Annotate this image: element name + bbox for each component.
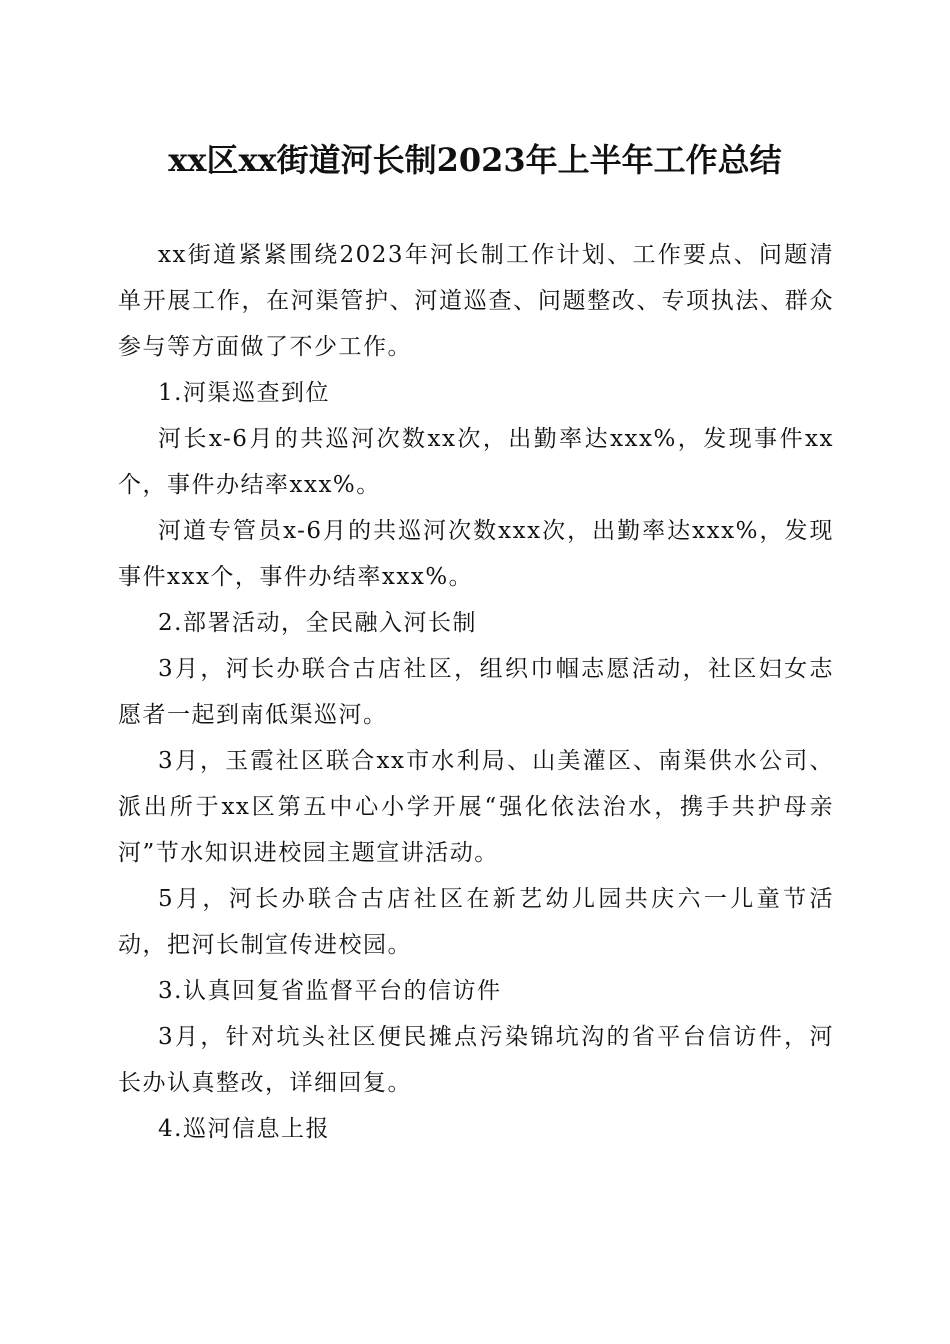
body-paragraph: 3月，玉霞社区联合xx市水利局、山美灌区、南渠供水公司、派出所于xx区第五中心小学开展“强化依法治水，携手共护母亲河”节水知识进校园主题宣讲活动。 — [118, 748, 834, 866]
body-paragraph: 河长x-6月的共巡河次数xx次，出勤率达xxx%，发现事件xx个，事件办结率xxx%。 — [118, 426, 834, 498]
document-body — [118, 232, 834, 1152]
body-paragraph: 5月，河长办联合古店社区在新艺幼儿园共庆六一儿童节活动，把河长制宣传进校园。 — [118, 886, 834, 958]
body-paragraph: 河道专管员x-6月的共巡河次数xxx次，出勤率达xxx%，发现事件xxx个，事件办结率xxx%。 — [118, 518, 834, 590]
document-title: xx区xx街道河长制2023年上半年工作总结 — [168, 141, 782, 179]
section-heading-1: 1.河渠巡查到位 — [158, 380, 330, 406]
section-heading-2: 2.部署活动，全民融入河长制 — [158, 610, 477, 636]
body-paragraph: 3月，河长办联合古店社区，组织巾帼志愿活动，社区妇女志愿者一起到南低渠巡河。 — [118, 656, 834, 728]
section-heading-4: 4.巡河信息上报 — [158, 1116, 330, 1142]
intro-paragraph: xx街道紧紧围绕2023年河长制工作计划、工作要点、问题清单开展工作，在河渠管护、河道巡查、问题整改、专项执法、群众参与等方面做了不少工作。 — [118, 242, 834, 360]
section-heading-3: 3.认真回复省监督平台的信访件 — [158, 978, 502, 1004]
body-paragraph: 3月，针对坑头社区便民摊点污染锦坑沟的省平台信访件，河长办认真整改，详细回复。 — [118, 1024, 834, 1096]
